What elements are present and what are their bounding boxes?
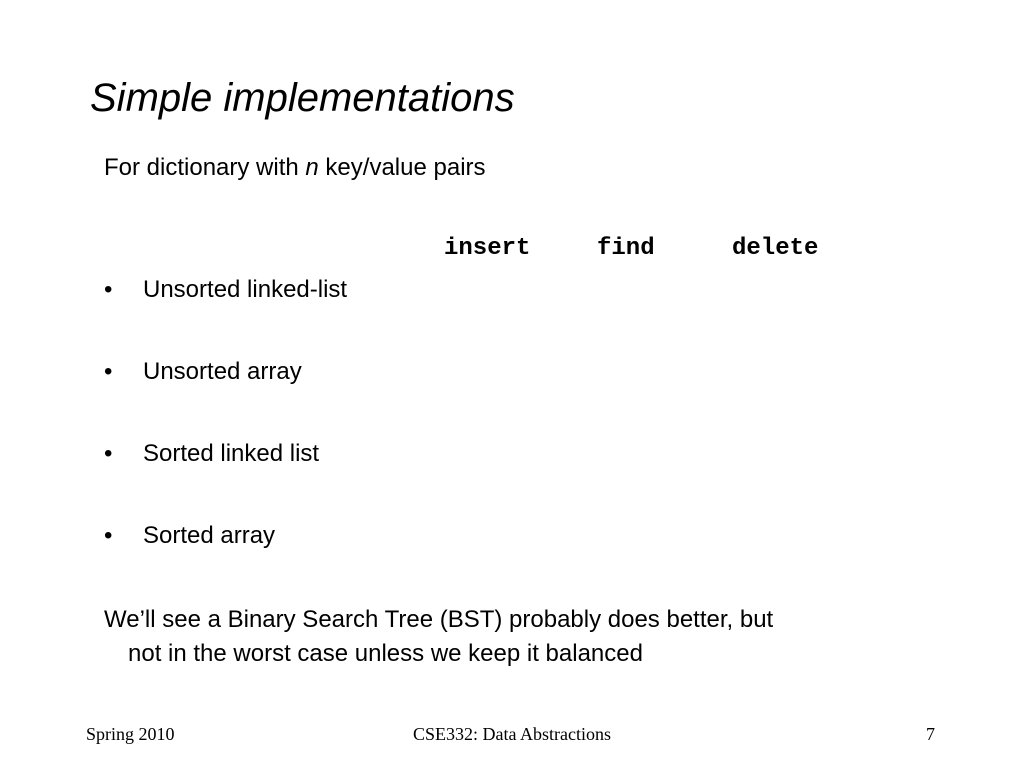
bullet-icon: • xyxy=(104,440,113,467)
closing-paragraph xyxy=(104,603,924,671)
intro-variable: n xyxy=(305,154,319,181)
list-item-label: Unsorted linked-list xyxy=(143,276,348,303)
list-item-label: Sorted array xyxy=(143,522,276,549)
bullet-icon: • xyxy=(104,522,113,549)
intro-prefix: For dictionary with xyxy=(104,154,306,181)
bullet-icon: • xyxy=(104,276,113,303)
closing-line-2: not in the worst case unless we keep it balanced xyxy=(128,640,643,667)
slide-number: 7 xyxy=(926,724,935,744)
bullet-icon: • xyxy=(104,358,113,385)
column-header-find: find xyxy=(597,235,655,262)
operation-column-headers xyxy=(0,235,1024,267)
slide-title: Simple implementations xyxy=(90,76,515,120)
column-header-delete: delete xyxy=(732,235,819,262)
footer-course-title: CSE332: Data Abstractions xyxy=(413,724,611,744)
footer-date: Spring 2010 xyxy=(86,724,175,744)
intro-text xyxy=(104,154,486,183)
closing-line-1: We’ll see a Binary Search Tree (BST) probably does better, but xyxy=(104,606,774,633)
column-header-insert: insert xyxy=(444,235,531,262)
list-item-label: Sorted linked list xyxy=(143,440,320,467)
list-item-label: Unsorted array xyxy=(143,358,302,385)
intro-suffix: key/value pairs xyxy=(318,154,486,181)
